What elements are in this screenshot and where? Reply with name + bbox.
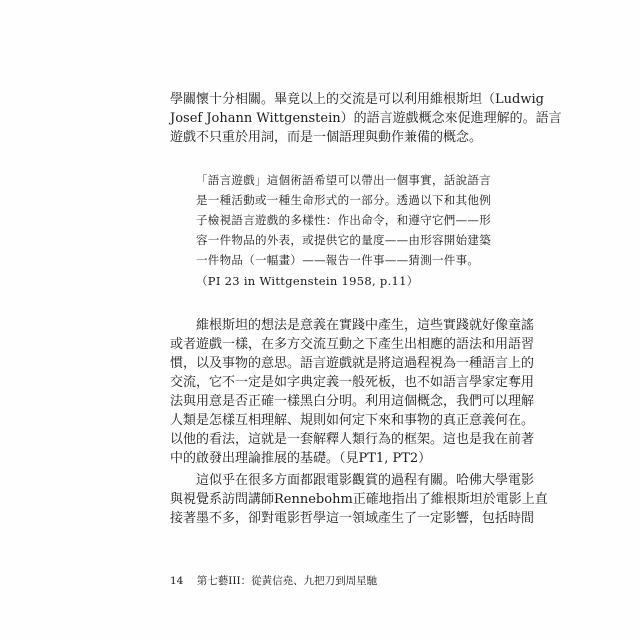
quote-line-4: 容一件物品的外表，或提供它的量度——由形容開始建築 [196,233,491,247]
paragraph-3-line-3: 接著墨不多，卻對電影哲學這一領域產生了一定影響，包括時間 [170,511,535,526]
paragraph-2-line-4: 交流，它不一定是如字典定義一般死板，也不如語言學家定奪用 [170,375,535,390]
paragraph-2-line-8: 中的啟發出理論推展的基礎。（見PT1, PT2） [170,451,432,466]
paragraph-2-line-3: 慣，以及事物的意思。語言遊戲就是將這過程視為一種語言上的 [170,356,535,371]
page-number: 14 [170,575,184,587]
paragraph-2-line-5: 法與用意是否正確一樣黑白分明。利用這個概念，我們可以理解 [170,394,535,409]
paragraph-2-line-6: 人類是怎樣互相理解、規則如何定下來和事物的真正意義何在。 [170,413,535,428]
paragraph-2-line-2: 或者遊戲一樣，在多方交流互動之下產生出相應的語法和用語習 [170,337,535,352]
paragraph-1-line-3: 遊戲不只重於用詞，而是一個語理與動作兼備的概念。 [170,130,483,145]
quote-line-3: 子檢視語言遊戲的多樣性：作出命令，和遵守它們——形 [196,213,491,227]
paragraph-1-line-2: Josef Johann Wittgenstein）的語言遊戲概念來促進理解的。語言 [170,111,562,126]
running-title: 第七藝III：從黃信堯、九把刀到周星馳 [196,575,378,587]
page-footer [170,574,377,588]
paragraph-3-line-1: 這似乎在很多方面都跟電影觀賞的過程有關。哈佛大學電影 [196,473,535,488]
quote-line-2: 是一種活動或一種生命形式的一部分。透過以下和其他例 [196,193,491,207]
paragraph-3-line-2: 與視覺系訪問講師Rennebohm正確地指出了維根斯坦於電影上直 [170,492,548,507]
quote-citation: （PI 23 in Wittgenstein 1958, p.11） [196,274,419,288]
paragraph-2-line-1: 維根斯坦的想法是意義在實踐中產生，這些實踐就好像童謠 [196,318,535,333]
paragraph-2-line-7: 以他的看法，這就是一套解釋人類行為的框架。這也是我在前著 [170,432,535,447]
paragraph-1-line-1: 學關懷十分相關。畢竟以上的交流是可以利用維根斯坦（Ludwig [170,92,544,107]
quote-line-1: 「語言遊戲」這個術語希望可以帶出一個事實，話說語言 [196,173,491,187]
quote-line-5: 一件物品（一幅畫）——報告一件事——猜測一件事。 [196,253,480,267]
